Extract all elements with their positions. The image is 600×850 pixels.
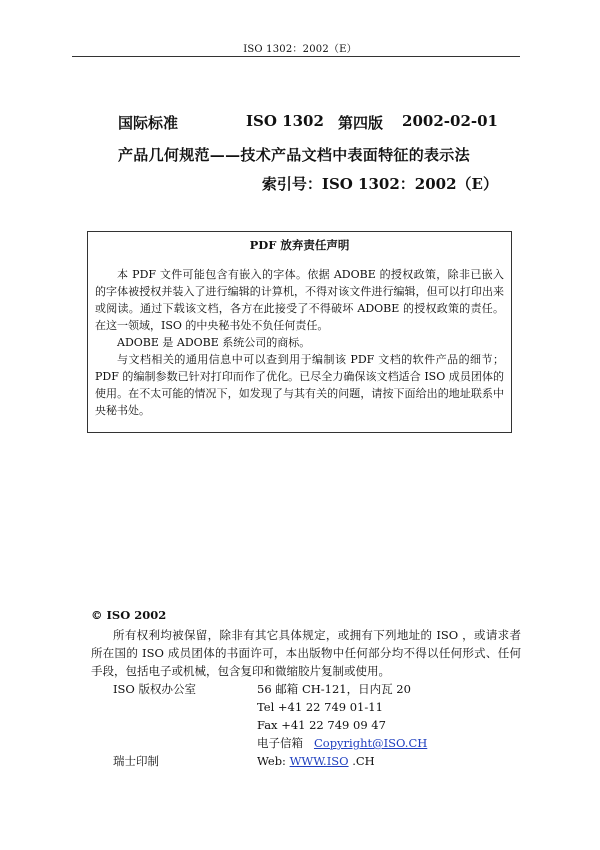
pdf-disclaimer-box [87,231,512,433]
email-label: 电子信箱 [257,736,303,750]
title-meta-line [118,112,498,134]
disclaimer-paragraph: 与文档相关的通用信息中可以查到用于编制该 PDF 文档的软件产品的细节；PDF 的编制参数已针对打印而作了优化。已尽全力确保该文档适合 ISO 成员团体的使用。在不太可能的情况下，如发现了与其有关的问题，请按下面给出的地址联系中央秘书处。 [95,353,504,417]
disclaimer-paragraph: ADOBE 是 ADOBE 系统公司的商标。 [117,336,311,349]
standard-type: 国际标准 [118,114,179,132]
copyright-title: © ISO 2002 [91,608,167,622]
fax: Fax +41 22 749 09 47 [257,718,386,732]
disclaimer-title: PDF 放弃责任声明 [249,238,350,252]
copyright-office: ISO 版权办公室 [113,682,197,696]
postal-address: 56 邮箱 CH-121，日内瓦 20 [257,682,411,696]
reference-number: 索引号：ISO 1302：2002（E） [261,175,498,193]
email-link[interactable]: Copyright@ISO.CH [313,736,428,750]
standard-number: ISO 1302 [246,112,324,130]
address-lines [257,680,427,770]
disclaimer-paragraph: 本 PDF 文件可能包含有嵌入的字体。依据 ADOBE 的授权政策，除非已嵌入的字体被授权并装入了进行编辑的计算机，不得对该文件进行编辑，但可以打印出来或阅读。通过下载该文档，各方在此接受了不得破坏 ADOBE 的授权政策的责任。在这一领域，ISO 的中央秘书处不负任何责任。 [95,268,504,332]
email-line [257,734,427,752]
rights-statement: 所有权利均被保留，除非有其它具体规定，或拥有下列地址的 ISO ，或请求者所在国的 ISO 成员团体的书面许可，本出版物中任何部分均不得以任何形式、任何手段，包括电子或机械，包含复印和微缩胶片复制或使用。 [91,628,521,678]
edition: 第四版 [338,114,384,132]
web-label: Web: [257,754,286,768]
running-header: ISO 1302：2002（E） [243,44,357,55]
header-rule [72,56,520,57]
publication-date: 2002-02-01 [402,112,498,130]
title-block [118,112,498,194]
copyright-section [91,607,521,770]
web-link[interactable]: WWW.ISO [289,754,349,768]
telephone: Tel +41 22 749 01-11 [257,700,383,714]
document-title: 产品几何规范——技术产品文档中表面特征的表示法 [118,146,470,164]
web-suffix: .CH [352,754,375,768]
web-line [257,752,427,770]
print-note: 瑞士印制 [113,754,159,768]
